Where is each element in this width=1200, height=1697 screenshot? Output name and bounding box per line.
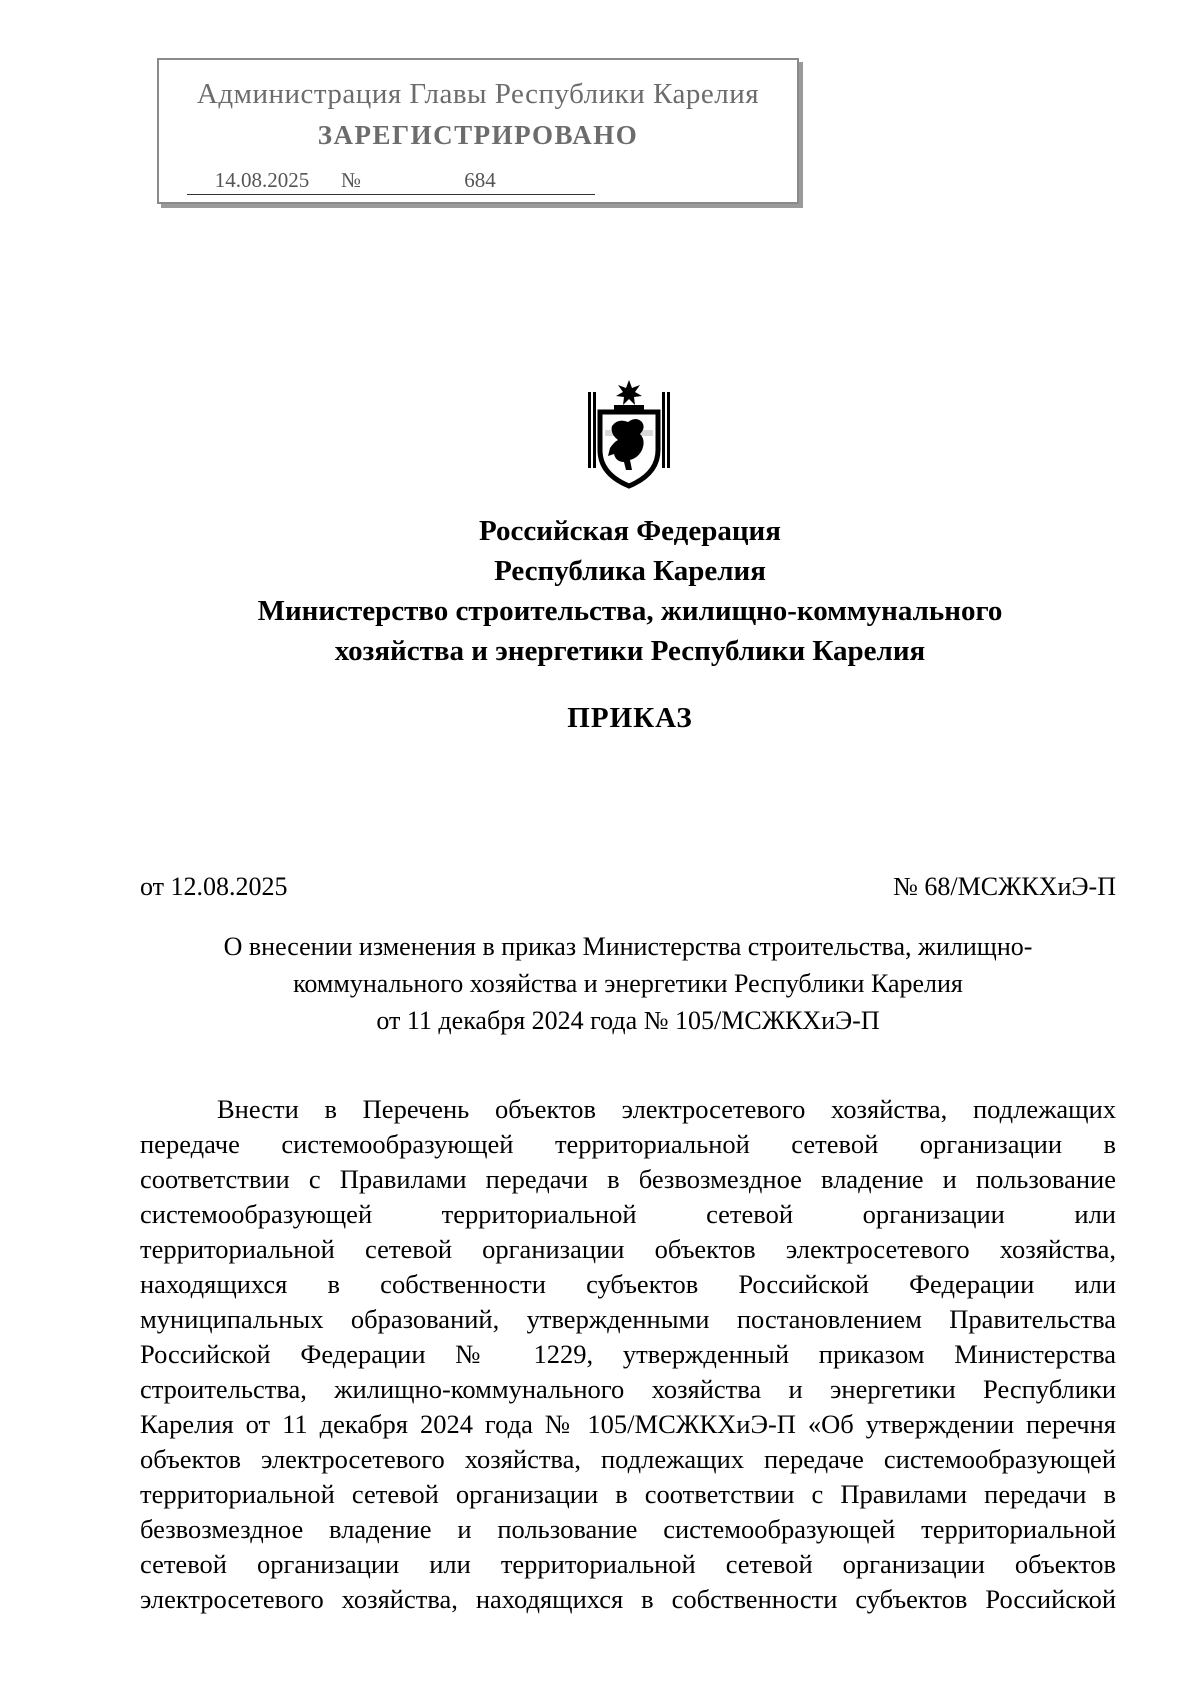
body-line: объектов электросетевого хозяйства, подлежащих передаче системообразующей: [140, 1444, 1116, 1474]
body-line: Внести в Перечень объектов электросетевого хозяйства, подлежащих: [217, 1094, 1116, 1124]
subject-line: от 11 декабря 2024 года № 105/МСЖКХиЭ-П: [376, 1006, 880, 1035]
body-line: системообразующей территориальной сетевой организации или: [140, 1199, 1116, 1229]
subject-line: О внесении изменения в приказ Министерства строительства, жилищно-: [223, 932, 1033, 961]
order-date: от 12.08.2025: [140, 872, 288, 901]
ministry-heading-line2: хозяйства и энергетики Республики Карелия: [334, 635, 926, 667]
stamp-number: 684: [365, 168, 595, 195]
body-line: Карелия от 11 декабря 2024 года № 105/МСЖКХиЭ-П «Об утверждении перечня: [140, 1409, 1116, 1439]
body-line: сетевой организации или территориальной сетевой организации объектов: [140, 1549, 1116, 1579]
body-line: муниципальных образований, утвержденными постановлением Правительства: [140, 1304, 1116, 1334]
country-heading: Российская Федерация: [479, 515, 781, 547]
body-line: находящихся в собственности субъектов Российской Федерации или: [140, 1269, 1116, 1299]
body-line: территориальной сетевой организации объектов электросетевого хозяйства,: [140, 1234, 1116, 1264]
republic-heading: Республика Карелия: [494, 555, 766, 587]
body-line: Российской Федерации № 1229, утвержденный приказом Министерства: [140, 1339, 1116, 1369]
ministry-heading-line1: Министерство строительства, жилищно-коммунального: [257, 595, 1003, 627]
stamp-registration-line: [187, 168, 595, 195]
stamp-number-label: №: [337, 168, 365, 195]
stamp-organization: Администрация Главы Республики Карелия: [196, 78, 760, 110]
coat-of-arms-icon: [584, 378, 674, 490]
subject-line: коммунального хозяйства и энергетики Республики Карелия: [293, 969, 963, 998]
body-line: соответствии с Правилами передачи в безвозмездное владение и пользование: [140, 1164, 1116, 1194]
document-type-title: ПРИКАЗ: [567, 702, 693, 734]
registration-stamp: [157, 58, 799, 204]
body-line: строительства, жилищно-коммунального хозяйства и энергетики Республики: [140, 1374, 1116, 1404]
order-number: № 68/МСЖКХиЭ-П: [893, 872, 1116, 901]
body-line: территориальной сетевой организации в соответствии с Правилами передачи в: [140, 1479, 1116, 1509]
body-line: электросетевого хозяйства, находящихся в собственности субъектов Российской: [140, 1584, 1116, 1614]
body-line: безвозмездное владение и пользование системообразующей территориальной: [140, 1514, 1116, 1544]
stamp-date: 14.08.2025: [187, 168, 337, 195]
body-line: передаче системообразующей территориальной сетевой организации в: [140, 1129, 1116, 1159]
stamp-status: ЗАРЕГИСТРИРОВАНО: [317, 120, 639, 150]
